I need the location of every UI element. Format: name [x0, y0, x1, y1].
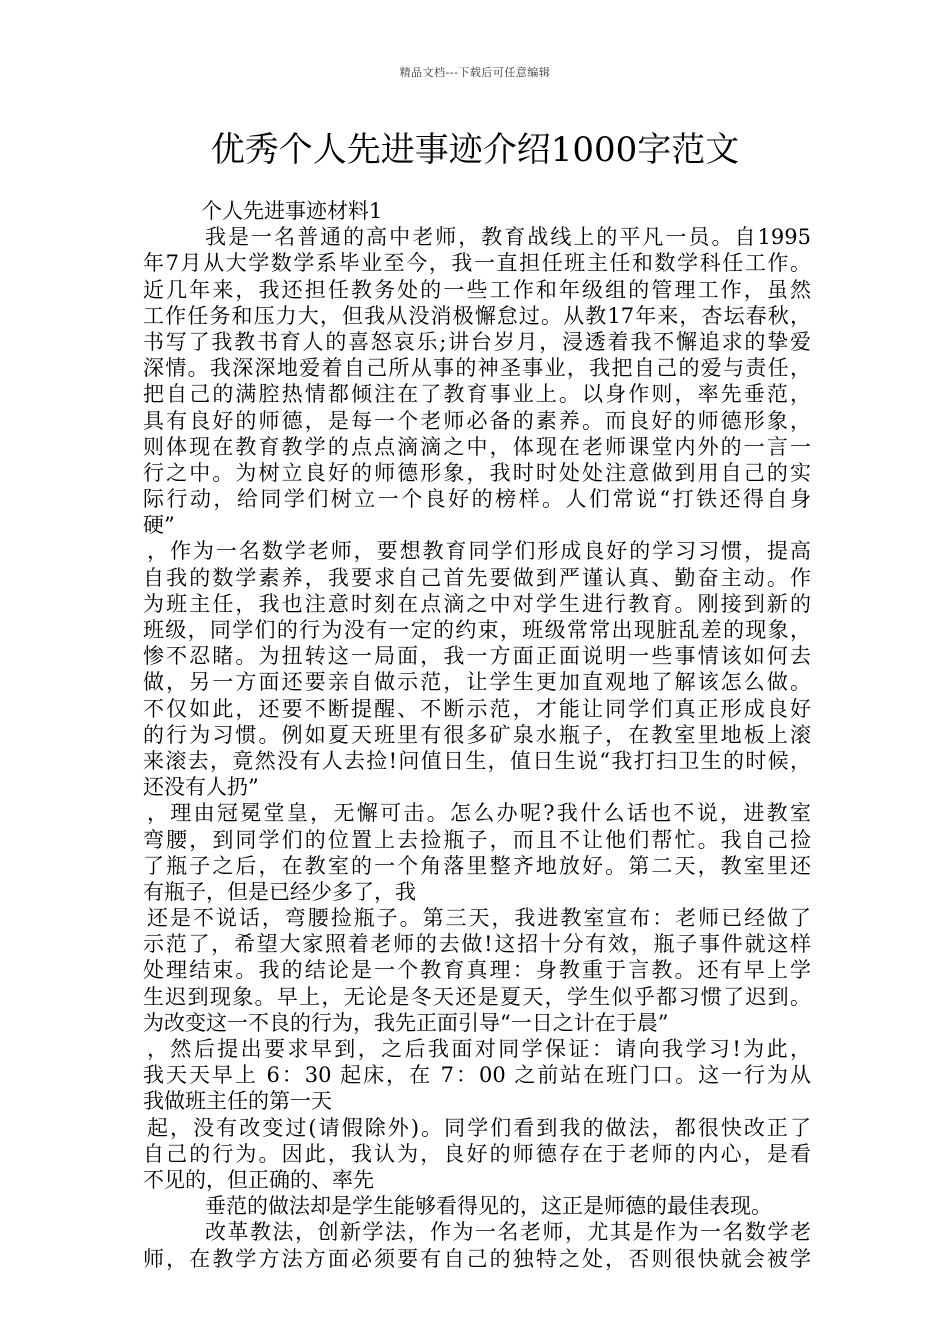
- paragraph-line: 不仅如此，还要不断提醒、不断示范，才能让同学们真正形成良好: [143, 696, 811, 721]
- paragraph-line: 近几年来，我还担任教务处的一些工作和年级组的管理工作，虽然: [143, 277, 811, 302]
- paragraph-line: 行之中。为树立良好的师德形象，我时时处处注意做到用自己的实: [143, 460, 811, 485]
- paragraph-line: 自我的数学素养，我要求自己首先要做到严谨认真、勤奋主动。作: [143, 565, 811, 590]
- paragraph-line: 的行为习惯。例如夏天班里有很多矿泉水瓶子，在教室里地板上滚: [143, 722, 811, 747]
- paragraph-line: 了瓶子之后，在教室的一个角落里整齐地放好。第二天，教室里还: [143, 853, 811, 878]
- paragraph-line: 具有良好的师德，是每一个老师必备的素养。而良好的师德形象，: [143, 408, 811, 433]
- paragraph-line: 改革教法，创新学法，作为一名老师，尤其是作为一名数学老: [205, 1220, 811, 1245]
- paragraph-line: 来滚去，竟然没有人去捡!问值日生，值日生说“我打扫卫生的时候，: [143, 748, 811, 773]
- paragraph-line: 处理结束。我的结论是一个教育真理：身教重于言教。还有早上学: [143, 958, 811, 983]
- paragraph-line: 硬”: [143, 513, 175, 538]
- paragraph-line: 工作任务和压力大，但我从没消极懈怠过。从教17年来，杏坛春秋，: [143, 303, 811, 328]
- paragraph-line: ，然后提出要求早到，之后我面对同学保证：请向我学习!为此，: [147, 1037, 811, 1061]
- paragraph-line: 际行动，给同学们树立一个良好的榜样。人们常说“打铁还得自身: [143, 487, 811, 512]
- paragraph-line: 深情。我深深地爱着自己所从事的神圣事业，我把自己的爱与责任，: [143, 356, 811, 381]
- paragraph-line: 自己的行为。因此，我认为，良好的师德存在于老师的内心，是看: [143, 1141, 811, 1166]
- paragraph-line: 惨不忍睹。为扭转这一局面，我一方面正面说明一些事情该如何去: [143, 644, 811, 669]
- paragraph-line: 书写了我教书育人的喜怒哀乐;讲台岁月，浸透着我不懈追求的挚爱: [143, 329, 811, 354]
- paragraph-line: ，理由冠冕堂皇，无懈可击。怎么办呢?我什么话也不说，进教室: [147, 801, 811, 826]
- paragraph-line: 我是一名普通的高中老师，教育战线上的平凡一员。自1995: [205, 225, 811, 250]
- paragraph-line: 班级，同学们的行为没有一定的约束，班级常常出现脏乱差的现象，: [143, 618, 811, 642]
- paragraph-line: 我天天早上 6：30 起床，在 7：00 之前站在班门口。这一行为从: [143, 1063, 811, 1088]
- paragraph-line: 有瓶子，但是已经少多了，我: [143, 879, 416, 904]
- paragraph-line: 生迟到现象。早上，无论是冬天还是夏天，学生似乎都习惯了迟到。: [143, 984, 811, 1009]
- paragraph-line: 为班主任，我也注意时刻在点滴之中对学生进行教育。刚接到新的: [143, 591, 811, 616]
- paragraph-line: ，作为一名数学老师，要想教育同学们形成良好的学习习惯，提高: [147, 539, 811, 564]
- paragraph-line: 我做班主任的第一天: [143, 1089, 332, 1114]
- paragraph-line: 垂范的做法却是学生能够看得见的，这正是师德的最佳表现。: [205, 1194, 772, 1219]
- paragraph-line: 师，在教学方法方面必须要有自己的独特之处，否则很快就会被学: [143, 1246, 811, 1271]
- section-heading: 个人先进事迹材料1: [201, 199, 383, 223]
- paragraph-line: 为改变这一不良的行为，我先正面引导“一日之计在于晨”: [143, 1010, 669, 1035]
- header-note: 精品文档---下载后可任意编辑: [399, 66, 551, 79]
- paragraph-line: 起，没有改变过(请假除外)。同学们看到我的做法，都很快改正了: [147, 1115, 811, 1140]
- paragraph-line: 示范了，希望大家照着老师的去做!这招十分有效，瓶子事件就这样: [143, 932, 811, 957]
- document-body: [143, 198, 811, 1272]
- paragraph-line: 不见的，但正确的、率先: [143, 1167, 374, 1192]
- paragraph-line: 做，另一方面还要亲自做示范，让学生更加直观地了解该怎么做。: [143, 670, 811, 695]
- document-title: 优秀个人先进事迹介绍1000字范文: [210, 130, 740, 170]
- paragraph-line: 还是不说话，弯腰捡瓶子。第三天，我进教室宣布：老师已经做了: [147, 906, 811, 931]
- paragraph-line: 年7月从大学数学系毕业至今，我一直担任班主任和数学科任工作。: [143, 251, 811, 276]
- paragraph-line: 还没有人扔”: [143, 775, 259, 800]
- paragraph-line: 则体现在教育教学的点点滴滴之中，体现在老师课堂内外的一言一: [143, 434, 811, 459]
- paragraph-line: 弯腰，到同学们的位置上去捡瓶子，而且不让他们帮忙。我自己捡: [143, 827, 811, 852]
- paragraph-line: 把自己的满腔热情都倾注在了教育事业上。以身作则，率先垂范，: [143, 382, 811, 407]
